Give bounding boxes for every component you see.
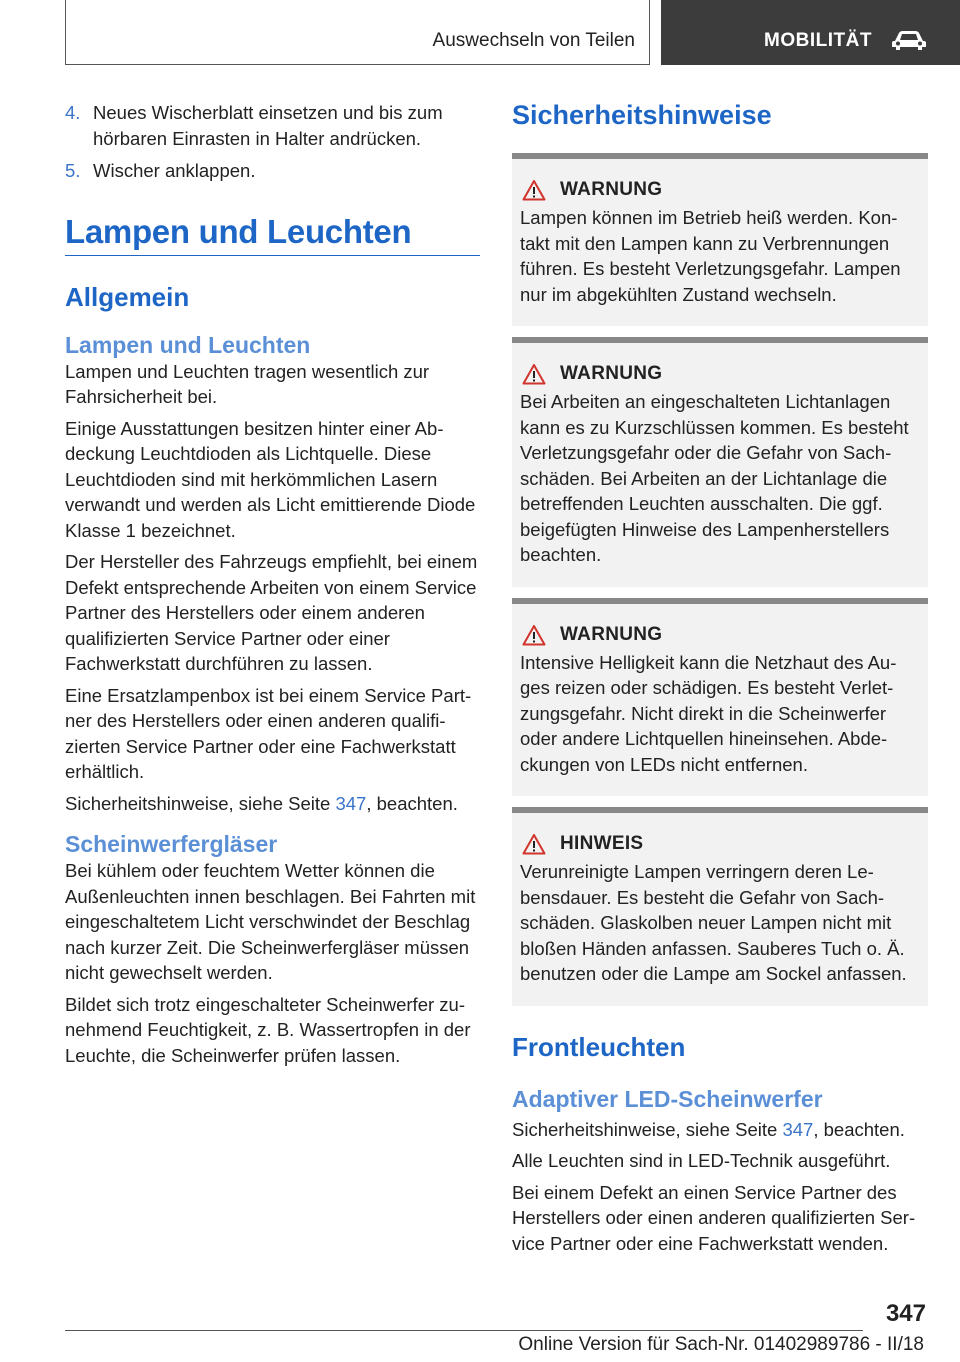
step-number: 5. — [65, 160, 81, 181]
header-section-box — [65, 0, 650, 65]
section-heading-allgemein: Allgemein — [65, 281, 190, 312]
reference-prefix: Sicherheitshinweise, siehe Seite — [65, 792, 336, 814]
page-number: 347 — [885, 1300, 926, 1327]
reference-suffix: , beachten. — [813, 1118, 905, 1140]
hint-label: HINWEIS — [560, 833, 644, 854]
paragraph: Einige Ausstattungen besitzen hinter einer Abdeckung Leuchtdioden als Lichtquelle. Diese Leuchtdioden sind mit herkömmlichen Lasern verwandt und werden als Licht emittierende Diode Klasse 1 bezeichnet. — [65, 417, 476, 541]
step-item — [65, 158, 480, 184]
paragraph: Bei einem Defekt an einen Service Partner des Herstellers oder einen anderen qualifizierten Service Partner oder eine Fachwerkstatt wenden. — [512, 1181, 916, 1254]
subheading-scheinwerferglaeser: Scheinwerfergläser — [65, 831, 278, 857]
paragraph: Lampen und Leuchten tragen wesentlich zur Fahrsicherheit bei. — [65, 360, 430, 407]
paragraph: Bildet sich trotz eingeschalteter Scheinwerfer zunehmend Feuchtigkeit, z. B. Wassertropfen in der Leuchte, die Scheinwerfer prüfen lassen. — [65, 993, 471, 1066]
header-chapter-label: MOBILITÄT — [764, 30, 872, 51]
warning-label: WARNUNG — [560, 363, 663, 384]
step-text: Neues Wischerblatt einsetzen und bis zum hörbaren Einrasten in Halter andrücken. — [93, 102, 443, 149]
step-text: Wischer anklappen. — [93, 160, 256, 181]
hint-box — [512, 807, 928, 1006]
warning-label: WARNUNG — [560, 623, 663, 645]
step-item — [65, 100, 480, 151]
safety-reference — [65, 791, 480, 817]
main-heading: Lampen und Leuchten — [65, 191, 480, 256]
safety-reference — [512, 1117, 928, 1143]
warning-text: Bei Arbeiten an eingeschalteten Lichtanlagen kann es zu Kurzschlüssen kommen. Es besteht Verletzungsgefahr oder die Gefahr von Sachschäden. Bei Arbeiten an der Lichtanlage die betreffenden Leuchten ausschalten. Die ggf. beigefügten Hinweise des Lampenherstellers beachten. — [520, 391, 909, 565]
reference-prefix: Sicherheitshinweise, siehe Seite — [512, 1118, 783, 1140]
warning-box — [512, 153, 928, 326]
page-link[interactable]: 347 — [782, 1118, 814, 1140]
right-column — [512, 100, 928, 1262]
section-heading-frontleuchten: Frontleuchten — [512, 1031, 686, 1062]
warning-triangle-icon — [522, 179, 546, 201]
warning-triangle-icon — [522, 624, 546, 646]
warning-box — [512, 598, 928, 797]
hint-text: Verunreinigte Lampen verringern deren Lebensdauer. Es besteht die Gefahr von Sachschäden. Glaskolben neuer Lampen nicht mit bloßen Händen anfassen. Sauberes Tuch o. Ä. benutzen oder die Lampe am Sockel anfassen. — [520, 861, 907, 984]
subheading-led-scheinwerfer: Adaptiver LED-Scheinwerfer — [512, 1085, 823, 1112]
warning-text: Lampen können im Betrieb heiß werden. Kontakt mit den Lampen kann zu Verbrennungen führen. Es besteht Verletzungsgefahr. Lampen nur im abgekühlten Zustand wechseln. — [520, 207, 901, 305]
footer-online-version: Online Version für Sach-Nr. 01402989786 - II/18 — [518, 1334, 924, 1355]
paragraph: Eine Ersatzlampenbox ist bei einem Service Partner des Herstellers oder einen anderen qualifizierten Service Partner oder eine Fachwerkstatt erhältlich. — [65, 684, 472, 782]
warning-triangle-icon — [522, 363, 546, 385]
reference-suffix: , beachten. — [366, 792, 458, 814]
safety-title: Sicherheitshinweise — [512, 100, 772, 130]
footer-divider — [65, 1330, 863, 1331]
header-section-title: Auswechseln von Teilen — [432, 30, 635, 51]
warning-label: WARNUNG — [560, 179, 663, 200]
paragraph: Alle Leuchten sind in LED-Technik ausgeführt. — [512, 1150, 891, 1171]
subheading-lampen: Lampen und Leuchten — [65, 331, 311, 358]
warning-text: Intensive Helligkeit kann die Netzhaut des Auges reizen oder schädigen. Es besteht Verletzungsgefahr. Nicht direkt in die Scheinwerfer oder andere Lichtquellen hineinsehen. Abdeckungen von LEDs nicht entfernen. — [520, 651, 897, 775]
paragraph: Bei kühlem oder feuchtem Wetter können die Außenleuchten innen beschlagen. Bei Fahrten mit eingeschaltetem Licht verschwindet der Beschlag nach kurzer Zeit. Die Scheinwerfergläser müssen nicht gewechselt werden. — [65, 860, 476, 983]
header-chapter-tab — [661, 0, 960, 65]
page-link[interactable]: 347 — [335, 792, 367, 814]
paragraph: Der Hersteller des Fahrzeugs empfiehlt, bei einem Defekt entsprechende Arbeiten von einem Service Partner des Herstellers oder einem anderen qualifizierten Service Partner oder einer Fachwerkstatt durchführen zu lassen. — [65, 551, 478, 674]
left-column — [65, 100, 480, 1074]
car-icon — [891, 28, 927, 52]
step-number: 4. — [65, 102, 81, 123]
warning-triangle-icon — [522, 833, 546, 855]
warning-box — [512, 337, 928, 587]
